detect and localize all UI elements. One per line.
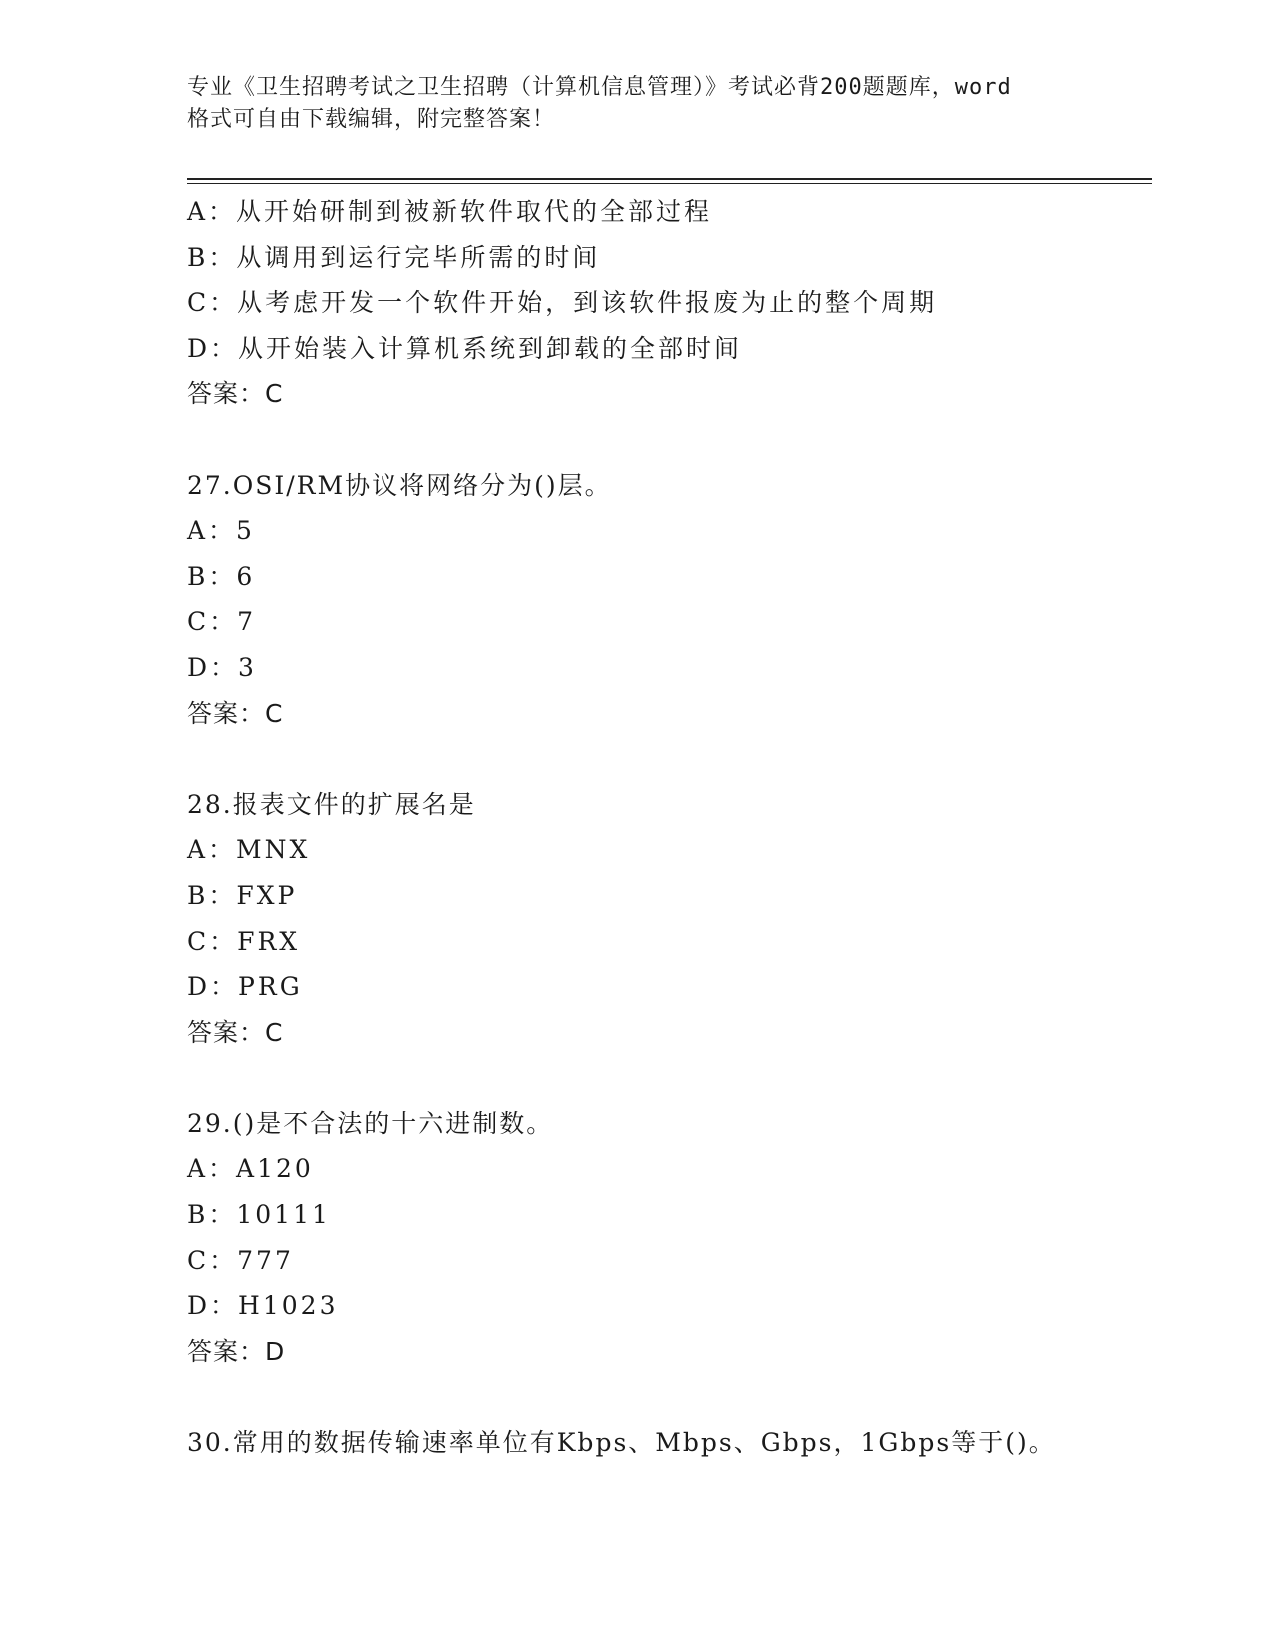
spacer [187, 1055, 1152, 1101]
option-d: D：PRG [187, 972, 303, 1002]
option-a: A：A120 [187, 1154, 314, 1184]
header-line-2: 格式可自由下载编辑，附完整答案！ [187, 107, 556, 132]
question-30 [187, 1420, 1152, 1466]
option-a: A：从开始研制到被新软件取代的全部过程 [187, 197, 713, 226]
question-list [187, 189, 1152, 1466]
option-d: D：H1023 [187, 1291, 339, 1321]
option-b: B：6 [187, 561, 256, 591]
answer: 答案：D [187, 1336, 286, 1366]
header-rule-thin [187, 183, 1152, 184]
question-29 [187, 1101, 1152, 1375]
header-rule-thick [187, 178, 1152, 180]
answer: 答案：C [187, 698, 284, 728]
question-text: 29.()是不合法的十六进制数。 [187, 1108, 554, 1138]
option-b: B：从调用到运行完毕所需的时间 [187, 242, 601, 272]
option-a: A：MNX [187, 835, 311, 865]
answer: 答案：C [187, 1017, 284, 1047]
option-a: A：5 [187, 516, 255, 546]
question-text: 27.OSI/RM协议将网络分为()层。 [187, 470, 612, 500]
option-c: C：从考虑开发一个软件开始，到该软件报废为止的整个周期 [187, 288, 938, 318]
spacer [187, 736, 1152, 782]
header-line-1: 专业《卫生招聘考试之卫生招聘（计算机信息管理）》考试必背200题题库，word [187, 75, 1012, 100]
document-header [187, 72, 1087, 136]
option-c: C：FRX [187, 926, 301, 956]
question-text: 28.报表文件的扩展名是 [187, 789, 476, 819]
option-c: C：7 [187, 607, 257, 637]
question-text: 30.常用的数据传输速率单位有Kbps、Mbps、Gbps，1Gbps等于()。 [187, 1428, 1056, 1458]
answer: 答案：C [187, 379, 284, 409]
option-b: B：FXP [187, 880, 298, 910]
option-d: D：从开始装入计算机系统到卸载的全部时间 [187, 333, 743, 363]
question-27 [187, 463, 1152, 737]
option-b: B：10111 [187, 1200, 331, 1230]
spacer [187, 1374, 1152, 1420]
question-26 [187, 189, 1152, 417]
option-d: D：3 [187, 652, 257, 682]
spacer [187, 417, 1152, 463]
question-28 [187, 782, 1152, 1056]
option-c: C：777 [187, 1245, 294, 1275]
